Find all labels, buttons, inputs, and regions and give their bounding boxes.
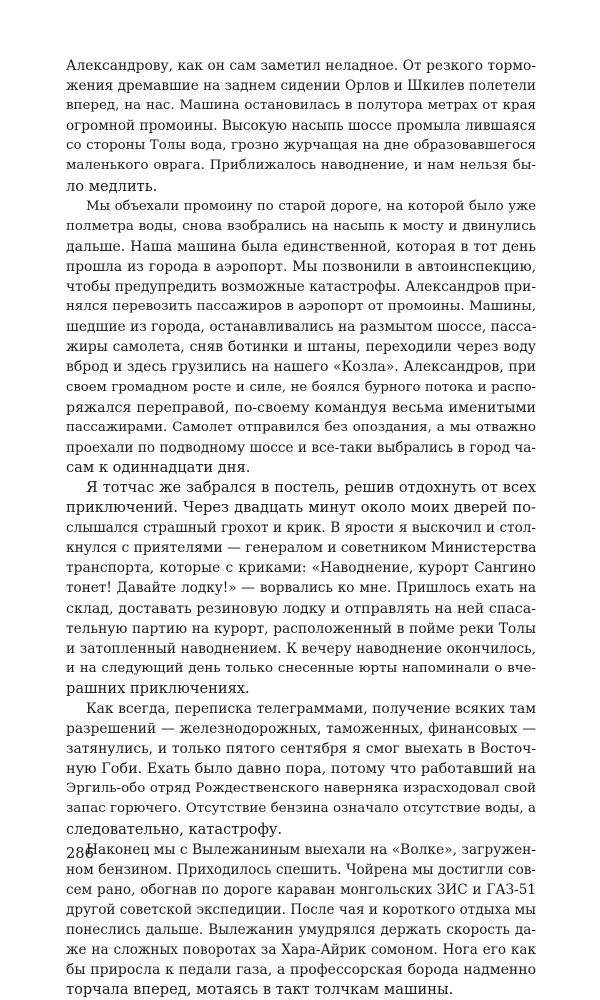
text-line: разрешений — железнодорожных, таможенных, финансовых — — [66, 721, 536, 738]
text-line: рашних приключениях. — [66, 679, 250, 697]
text-line: чтобы предупредить возможные катастрофы. Александров при- — [66, 279, 536, 296]
text-line: торчала вперед, мотаясь в такт толчкам машины. — [66, 981, 454, 999]
paragraph-4 — [66, 699, 536, 840]
text-line: нялся перевозить пассажиров в аэропорт от промоины. Машины, — [66, 299, 536, 315]
text-line: своем громадном росте и силе, не боялся бурного потока и распо- — [66, 379, 536, 395]
page-number: 286 — [66, 845, 94, 862]
page-body — [66, 56, 536, 1000]
text-line: прошла из города в аэропорт. Мы позвонили в автоинспекцию, — [66, 258, 536, 275]
text-line: Я тотчас же забрался в постель, решив отдохнуть от всех — [86, 478, 536, 496]
text-line: Мы объехали промоину по старой дороге, на которой было уже — [86, 198, 536, 214]
text-line: жения дремавшие на заднем сидении Орлов и Шкилев полетели — [66, 78, 536, 95]
text-line: Эргиль-обо отряд Рождественского наверняка израсходовал свой — [66, 781, 536, 797]
text-line: вброд и здесь грузились на нашего «Козла». Александров, при — [66, 359, 536, 376]
text-line: сем рано, обогнав по дороге караван монгольских ЗИС и ГАЗ-51 — [66, 881, 536, 898]
text-line: дальше. Наша машина была единственной, которая в тот день — [66, 238, 536, 255]
text-line: склад, доставать резиновую лодку и отправлять на ней спаса- — [66, 600, 536, 617]
text-line: следовательно, катастрофу. — [66, 820, 283, 838]
text-line: огромной промоины. Высокую насыпь шоссе промыла лившаяся — [66, 118, 536, 135]
paragraph-1 — [66, 56, 536, 197]
text-line: со стороны Толы вода, грозно журчащая на дне образовавшегося — [66, 138, 536, 154]
text-line: маленького оврага. Приближалось наводнение, и нам нельзя бы- — [66, 158, 536, 174]
text-line: Наконец мы с Вылежаниным выехали на «Волке», загружен- — [86, 841, 536, 858]
text-line: тонет! Давайте лодку!» — ворвались ко мне. Пришлось ехать на — [66, 580, 536, 597]
text-line: полметра воды, снова взобрались на насыпь к мосту и двинулись — [66, 218, 536, 234]
text-line: жиры самолета, сняв ботинки и штаны, переходили через воду — [66, 339, 536, 356]
text-line: и на следующий день только снесенные юрты напоминали о вче- — [66, 660, 536, 676]
text-line: ном бензином. Приходилось спешить. Чойрена мы достигли сов- — [66, 861, 536, 878]
text-line: Александрову, как он сам заметил неладное. От резкого тормо- — [66, 58, 536, 74]
text-line: ряжался переправой, по-своему командуя весьма именитыми — [66, 399, 536, 416]
text-line: же на сложных поворотах за Хара-Айрик сомоном. Нога его как — [66, 942, 536, 959]
text-line: приключений. Через двадцать минут около моих дверей по- — [66, 499, 536, 517]
text-line: проехали по подводному шоссе и все-таки выбрались в город ча- — [66, 439, 536, 456]
text-line: кнулся с приятелями — генералом и советником Министерства — [66, 540, 536, 557]
text-line: ло медлить. — [66, 177, 158, 195]
text-line: бы приросла к педали газа, а профессорская борода надменно — [66, 962, 536, 979]
text-line: слышался страшный грохот и крик. В ярости я выскочил и стол- — [66, 520, 536, 537]
paragraph-2 — [66, 197, 536, 478]
text-line: ную Гоби. Ехать было давно пора, потому что работавший на — [66, 761, 536, 778]
text-line: транспорта, которые с криками: «Наводнение, курорт Сангино — [66, 560, 536, 577]
paragraph-3 — [66, 478, 536, 699]
text-line: шедшие из города, останавливались на размытом шоссе, пасса- — [66, 319, 536, 336]
text-line: вперед, на нас. Машина остановилась в полутора метрах от края — [66, 98, 536, 114]
paragraph-5 — [66, 840, 536, 1000]
text-line: запас горючего. Отсутствие бензина означало отсутствие воды, а — [66, 801, 536, 817]
text-line: Как всегда, переписка телеграммами, получение всяких там — [86, 701, 536, 717]
text-line: тельную партию на курорт, расположенный в пойме реки Толы — [66, 620, 536, 637]
text-line: понеслись дальше. Вылежанин умудрялся держать скорость да- — [66, 922, 536, 939]
text-line: сам к одиннадцати дня. — [66, 458, 251, 476]
text-line: и затопленный наводнением. К вечеру наводнение окончилось, — [66, 640, 536, 657]
text-line: пассажирами. Самолет отправился без опоздания, а мы отважно — [66, 419, 536, 435]
text-line: затянулись, и только пятого сентября я смог выехать в Восточ- — [66, 741, 536, 758]
text-line: другой советской экспедиции. После чая и короткого отдыха мы — [66, 901, 536, 918]
